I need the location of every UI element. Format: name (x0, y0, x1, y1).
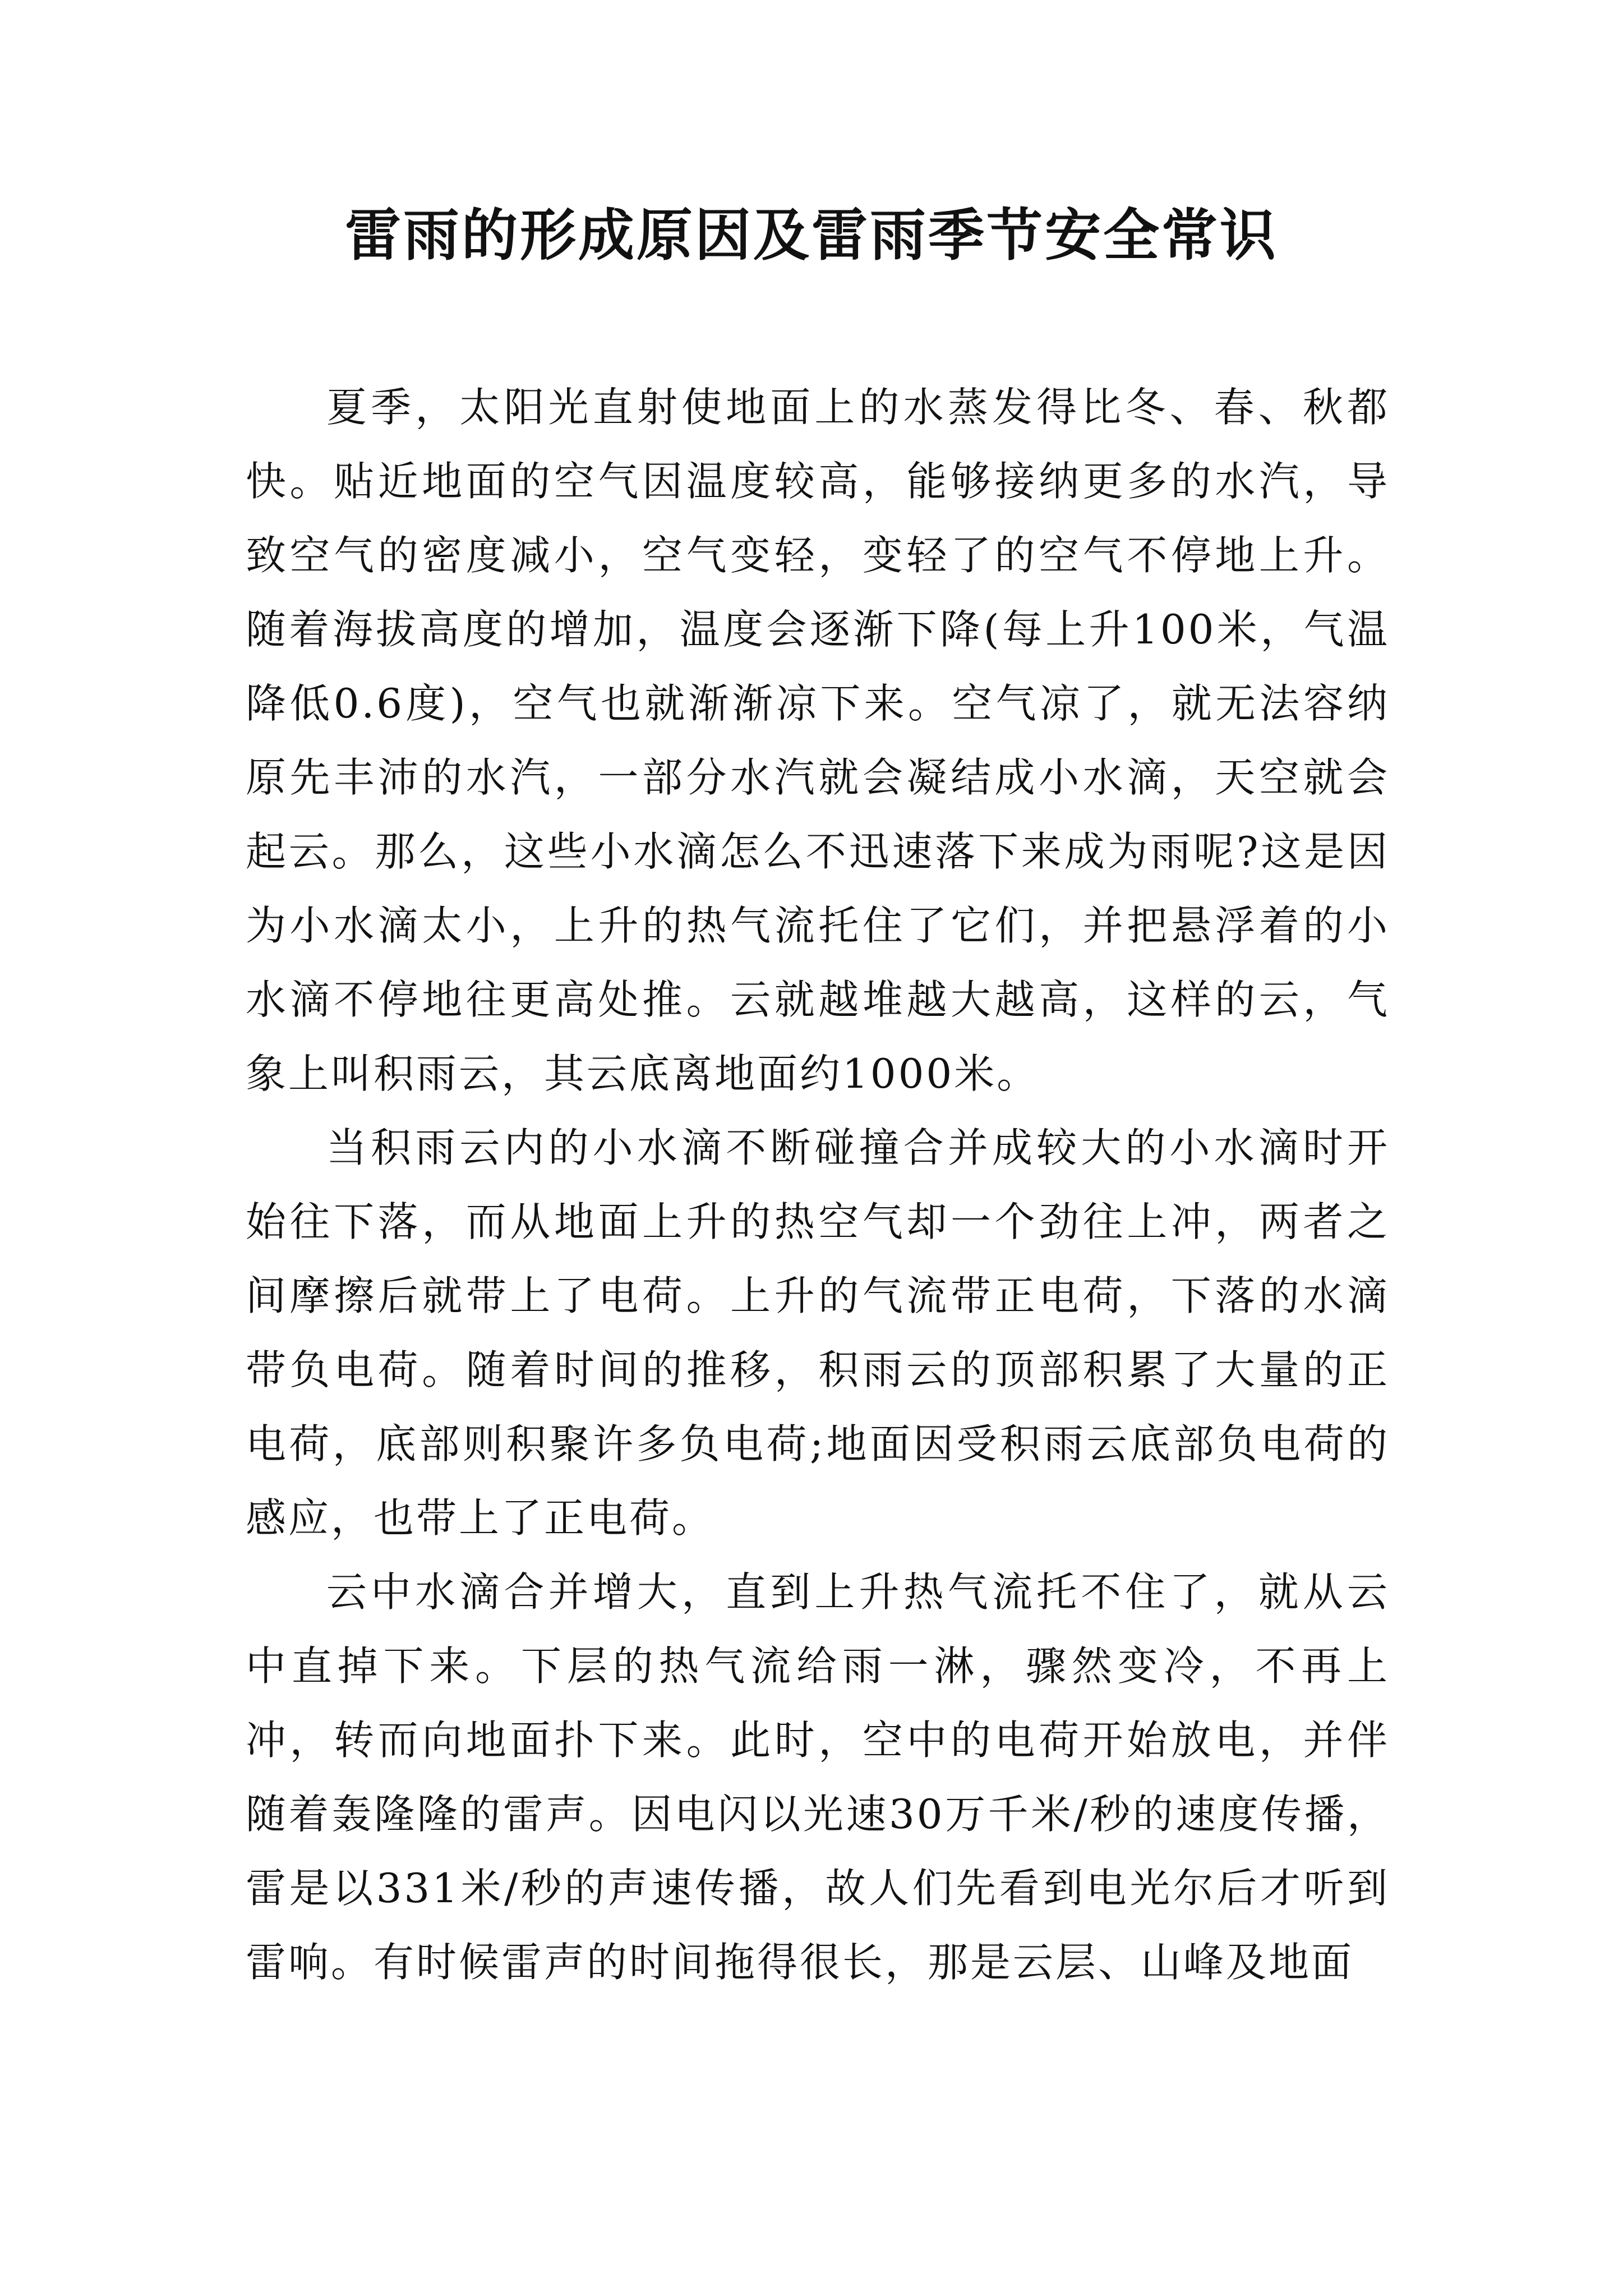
paragraph-1: 夏季，太阳光直射使地面上的水蒸发得比冬、春、秋都快。贴近地面的空气因温度较高，能够接纳更多的水汽，导致空气的密度减小，空气变轻，变轻了的空气不停地上升。随着海拔高度的增加，温度会逐渐下降(每上升100米，气温降低0.6度)，空气也就渐渐凉下来。空气凉了，就无法容纳原先丰沛的水汽，一部分水汽就会凝结成小水滴，天空就会起云。那么，这些小水滴怎么不迅速落下来成为雨呢?这是因为小水滴太小，上升的热气流托住了它们，并把悬浮着的小水滴不停地往更高处推。云就越堆越大越高，这样的云，气象上叫积雨云，其云底离地面约1000米。 (246, 384, 1390, 1097)
document-body (246, 370, 1390, 1999)
document-title: 雷雨的形成原因及雷雨季节安全常识 (345, 203, 1278, 268)
paragraph-3: 云中水滴合并增大，直到上升热气流托不住了，就从云中直掉下来。下层的热气流给雨一淋，骤然变冷，不再上冲，转而向地面扑下来。此时，空中的电荷开始放电，并伴随着轰隆隆的雷声。因电闪以光速30万千米/秒的速度传播，雷是以331米/秒的声速传播，故人们先看到电光尔后才听到雷响。有时候雷声的时间拖得很长，那是云层、山峰及地面 (246, 1568, 1390, 1986)
paragraph-2: 当积雨云内的小水滴不断碰撞合并成较大的小水滴时开始往下落，而从地面上升的热空气却一个劲往上冲，两者之间摩擦后就带上了电荷。上升的气流带正电荷，下落的水滴带负电荷。随着时间的推移，积雨云的顶部积累了大量的正电荷，底部则积聚许多负电荷;地面因受积雨云底部负电荷的感应，也带上了正电荷。 (246, 1124, 1390, 1542)
